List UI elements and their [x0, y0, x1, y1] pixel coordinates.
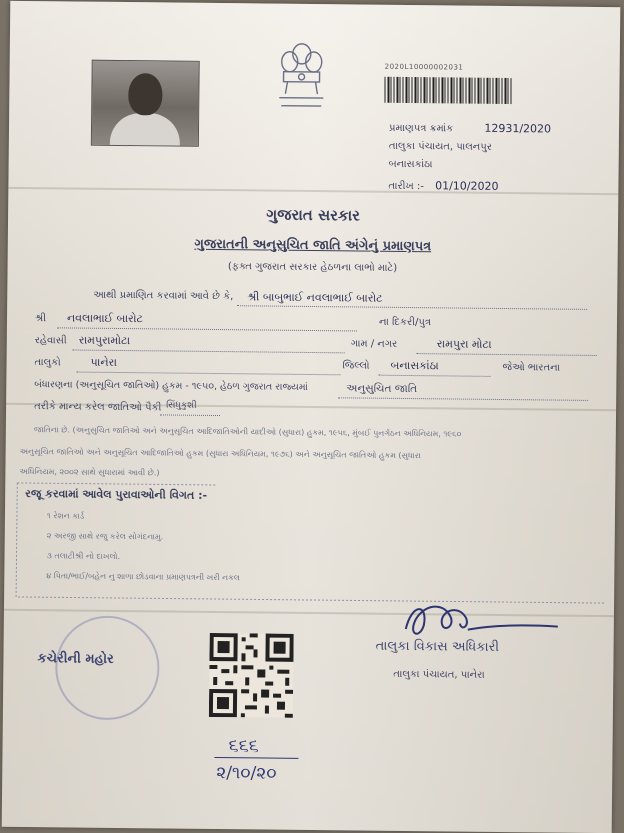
caste-label: તરીકે માન્ય કરેલ જાતિઓ પૈકી — [34, 401, 161, 413]
cert-no: 12931/2020 — [484, 122, 551, 136]
legal-para-2: અનુસૂચિત જાતિઓ અને અનુસૂચિત આદિજાતિઓ હુકમ (સુધારા અધિનિયમ, ૧૯૭૬) અને અનુસૂચિત જાતિઓ હુકમ (સુધારા — [20, 447, 608, 463]
cert-no-label: પ્રમાણપત્ર ક્રમાંક — [389, 123, 453, 135]
caste-category: અનુસુચિત જાતિ — [346, 382, 417, 396]
doc-item: ૩ તલાટીશ્રી નો દાખલો. — [46, 551, 120, 562]
government-heading: ગુજરાત સરકાર — [8, 203, 618, 227]
village-label: ગામ / નગર — [351, 338, 398, 349]
certificate-title: ગુજરાતની અનુસુચિત જાતિ અંગેનું પ્રમાણપત્ર — [8, 235, 618, 256]
state-text: જેઓ ભારતના — [502, 362, 560, 374]
village-value: રામપુરા મોટા — [437, 337, 492, 352]
barcode — [384, 77, 512, 104]
date-label: તારીખ :- — [388, 181, 424, 192]
taluka-label: તાલુકો — [34, 357, 60, 368]
state-emblem-icon — [271, 40, 332, 119]
handwritten-number: ૬૬૬ — [228, 735, 258, 756]
handwritten-divider — [214, 757, 298, 759]
doc-item: ૪ પિતા/ભાઈ/બહેન નુ શાળા છોડવાના પ્રમાણપત્રની ખરી નકલ — [46, 571, 240, 583]
signatory-title: તાલુકા વિકાસ અધિકારી — [376, 639, 500, 655]
resident-value: રામપુરામોટા — [79, 334, 130, 349]
office-line1: તાલુકા પંચાયત, પાલનપુર — [389, 141, 492, 153]
office-line2: બનાસકાંઠા — [389, 159, 433, 170]
qr-code — [209, 633, 294, 718]
handwritten-date: ૨/૧૦/૨૦ — [216, 763, 276, 784]
caste-value: સિંધુકુશી — [166, 400, 197, 410]
signatory-office: તાલુકા પંચાયત, પાનેરા — [393, 669, 485, 681]
doc-item: ૧ રેશન કાર્ડ — [47, 511, 84, 521]
district-value: બનાસકાંઠા — [390, 359, 438, 374]
district-label: જિલ્લો — [342, 360, 369, 371]
stamp-label: કચેરીની મહોર — [37, 651, 113, 667]
taluka-value: પાનેરા — [90, 356, 117, 370]
applicant-photo — [91, 60, 200, 147]
date-row — [388, 179, 498, 193]
intro-text: આથી પ્રમાણિત કરવામાં આવે છે કે, — [93, 290, 233, 302]
order-text: બંધારણના (અનુસૂચિત જાતિઓ) હુકમ - ૧૯૫૦, હેઠળ ગુજરાત રાજ્યમાં — [34, 379, 308, 393]
legal-para-3: અધિનિયમ, ૨૦૦૨ સાથે સુધારામાં આવી છે.) — [19, 467, 159, 478]
barcode-number: 2020L10000002031 — [385, 63, 464, 72]
shri-label: શ્રી — [35, 313, 46, 324]
issue-date: 01/10/2020 — [435, 179, 499, 193]
father-name: નવલાભાઈ બારોટ — [67, 311, 143, 326]
doc-item: ૨ અરજી સાથે રજુ કરેલ સોગંદનામુ. — [47, 531, 164, 542]
certificate-subtitle: (ફક્ત ગુજરાત સરકાર હેઠળના લાભો માટે) — [8, 259, 618, 276]
cert-no-row — [389, 121, 551, 136]
office-seal — [55, 615, 160, 720]
certificate-page — [2, 1, 621, 833]
resident-label: રહેવાસી — [35, 335, 67, 346]
documents-heading: રજૂ કરવામાં આવેલ પુરાવાઓની વિગત :- — [25, 487, 207, 503]
relation-label: ના દિકરી/પુત્ર — [379, 317, 431, 329]
holder-name: શ્રી બાબુભાઈ નવલાભાઈ બારોટ — [247, 290, 383, 305]
legal-para-1: જાતિના છે. (અનુસુચિત જાતિઓ અને અનુસૂચિત આદિજાતિઓની યાદીઓ (સુધારા) હુકમ, ૧૯૫૬, મુંબઈ પુનર્ગઠન અધિનિયમ, ૧૯૬૦ — [34, 425, 608, 441]
